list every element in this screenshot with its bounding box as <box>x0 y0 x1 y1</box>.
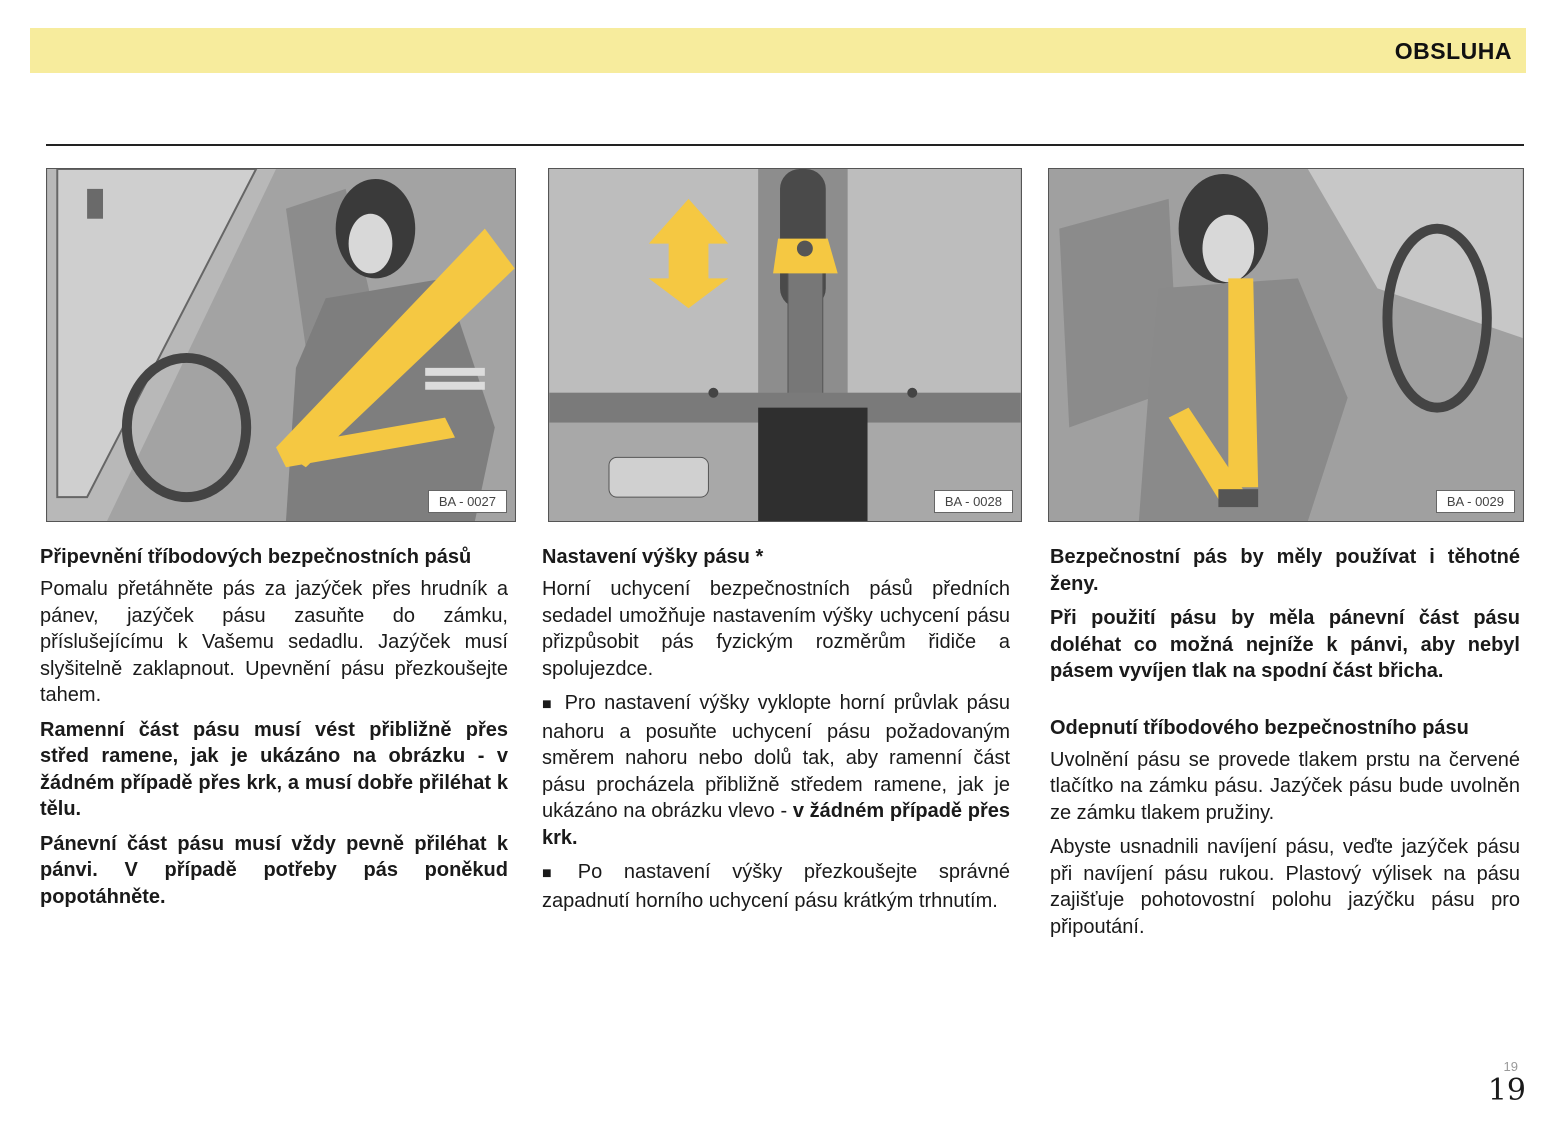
paragraph-bold: Pánevní část pásu musí vždy pevně přiléhat k pánvi. V případě potřeby pás poněkud popotáhněte. <box>40 832 508 908</box>
pregnant-belt-illustration <box>1049 169 1523 521</box>
figure-belt-fastening <box>46 168 516 522</box>
horizontal-rule <box>46 144 1524 146</box>
paragraph-text: Pro nastavení výšky vyklopte horní průvlak pásu nahoru a posuňte uchycení pásu požadovaným směrem nahoru nebo dolů tak, aby ramenní část pásu procházela přibližně středem ramene, jak je ukázáno na obrázku vlevo - <box>542 692 1010 822</box>
paragraph-bold: Bezpečnostní pás by měly používat i těhotné ženy. <box>1050 546 1520 595</box>
figure-label: BA - 0028 <box>934 490 1013 513</box>
column-left <box>40 544 508 918</box>
paragraph-bold: Při použití pásu by měla pánevní část pásu doléhat co možná nejníže k pánvi, aby nebyl pásem vyvíjen tlak na spodní část břicha. <box>1050 607 1520 682</box>
figure-label: BA - 0029 <box>1436 490 1515 513</box>
column-right <box>1050 544 1520 948</box>
paragraph-bullet <box>542 690 1010 851</box>
paragraph-bold-fragment: v žádném případě přes krk. <box>542 800 1010 849</box>
belt-fastening-illustration <box>47 169 515 521</box>
paragraph-bullet: ■ Po nastavení výšky přezkoušejte správné zapadnutí horního uchycení pásu krátkým trhnutím. <box>542 859 1010 914</box>
column-middle <box>542 544 1010 922</box>
height-adjuster-illustration <box>549 169 1021 521</box>
paragraph: Pomalu přetáhněte pás za jazýček přes hrudník a pánev, jazýček pásu zasuňte do zámku, příslušejícímu k Vašemu sedadlu. Jazýček musí slyšitelně zaklapnout. Upevnění pásu přezkoušejte tahem. <box>40 578 508 706</box>
section-title: OBSLUHA <box>1394 38 1512 64</box>
paragraph: Uvolnění pásu se provede tlakem prstu na červené tlačítko na zámku pásu. Jazýček pásu bude uvolněn ze zámku tlakem pružiny. <box>1050 748 1520 824</box>
page-number: 19 <box>1487 1073 1526 1108</box>
figure-pregnant-belt <box>1048 168 1524 522</box>
heading-fastening: Připevnění tříbodových bezpečnostních pásů <box>40 546 472 568</box>
page-number-ghost: 19 <box>1503 1059 1518 1074</box>
paragraph: Horní uchycení bezpečnostních pásů předních sedadel umožňuje nastavením výšky uchycení pásu přizpůsobit pás fyzickým rozměrům řidiče a spolujezdce. <box>542 578 1010 680</box>
figure-height-adjuster <box>548 168 1022 522</box>
paragraph-bold: Ramenní část pásu musí vést přibližně přes střed ramene, jak je ukázáno na obrázku - v žádném případě přes krk, a musí dobře přiléhat k tělu. <box>40 718 508 820</box>
section-header-bar <box>30 28 1526 73</box>
figure-label: BA - 0027 <box>428 490 507 513</box>
paragraph: Abyste usnadnili navíjení pásu, veďte jazýček pásu při navíjení pásu rukou. Plastový výlisek na pásu zajišťuje pohotovostní polohu jazýčku pásu pro připoutání. <box>1050 836 1520 938</box>
heading-height-adjust: Nastavení výšky pásu * <box>542 546 764 568</box>
heading-unfastening: Odepnutí tříbodového bezpečnostního pásu <box>1050 716 1469 739</box>
